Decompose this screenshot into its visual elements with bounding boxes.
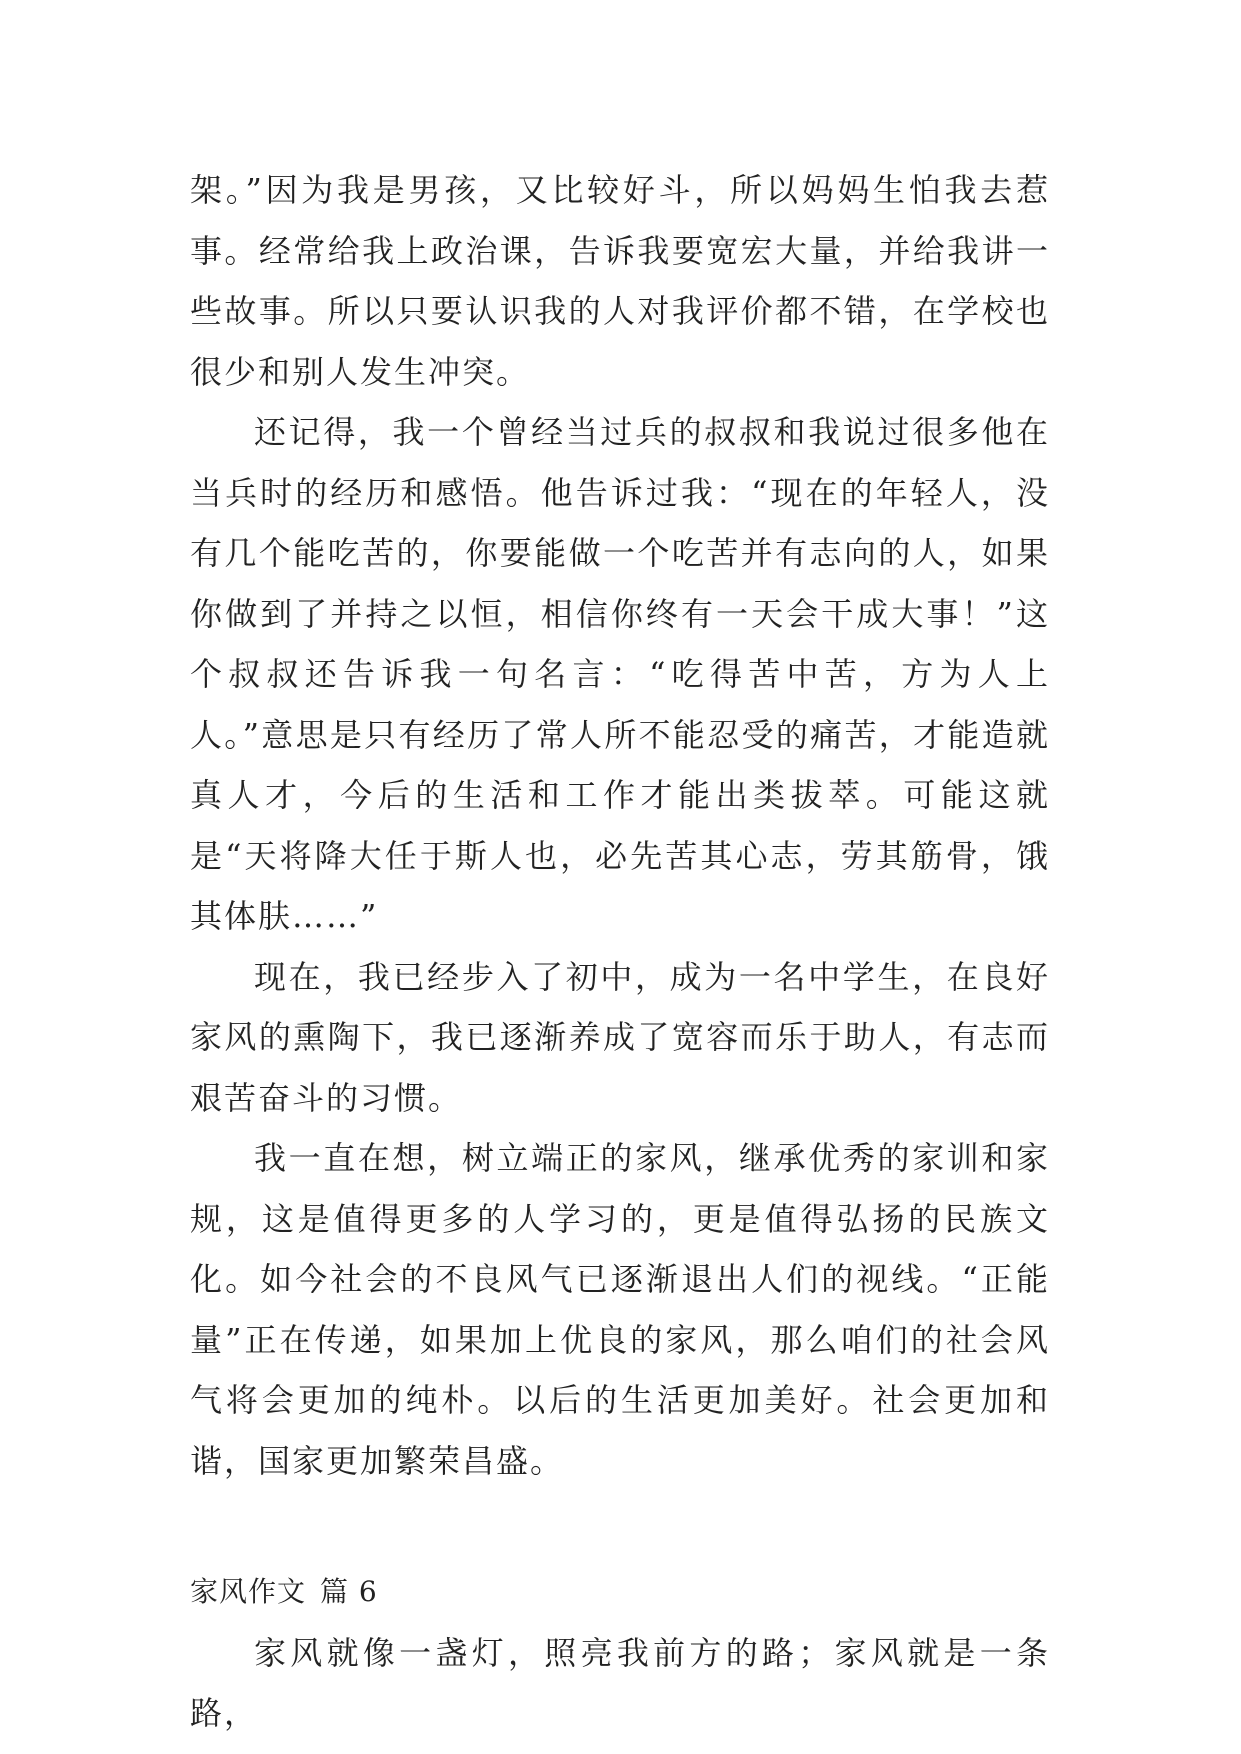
paragraph-essay-6-opening: 家风就像一盏灯，照亮我前方的路；家风就是一条路， xyxy=(190,1633,1050,1732)
section-heading-label: 篇 6 xyxy=(320,1575,378,1608)
paragraph-continuation: 架。”因为我是男孩，又比较好斗，所以妈妈生怕我去惹事。经常给我上政治课，告诉我要宽宏大量，并给我讲一些故事。所以只要认识我的人对我评价都不错，在学校也很少和别人发生冲突。 xyxy=(190,171,1050,391)
section-heading-title: 家风作文 xyxy=(190,1575,307,1608)
document-body xyxy=(190,160,1050,1744)
paragraph-middle-school: 现在，我已经步入了初中，成为一名中学生，在良好家风的熏陶下，我已逐渐养成了宽容而乐于助人，有志而艰苦奋斗的习惯。 xyxy=(190,957,1050,1117)
section-heading xyxy=(190,1562,1050,1623)
paragraph-family-tradition: 我一直在想，树立端正的家风，继承优秀的家训和家规，这是值得更多的人学习的，更是值得弘扬的民族文化。如今社会的不良风气已逐渐退出人们的视线。“正能量”正在传递，如果加上优良的家风，那么咱们的社会风气将会更加的纯朴。以后的生活更加美好。社会更加和谐，国家更加繁荣昌盛。 xyxy=(190,1139,1050,1480)
paragraph-soldier-uncle: 还记得，我一个曾经当过兵的叔叔和我说过很多他在当兵时的经历和感悟。他告诉过我：“现在的年轻人，没有几个能吃苦的，你要能做一个吃苦并有志向的人，如果你做到了并持之以恒，相信你终有一天会干成大事！”这个叔叔还告诉我一句名言：“吃得苦中苦，方为人上人。”意思是只有经历了常人所不能忍受的痛苦，才能造就真人才，今后的生活和工作才能出类拔萃。可能这就是“天将降大任于斯人也，必先苦其心志，劳其筋骨，饿其体肤……” xyxy=(190,413,1050,935)
